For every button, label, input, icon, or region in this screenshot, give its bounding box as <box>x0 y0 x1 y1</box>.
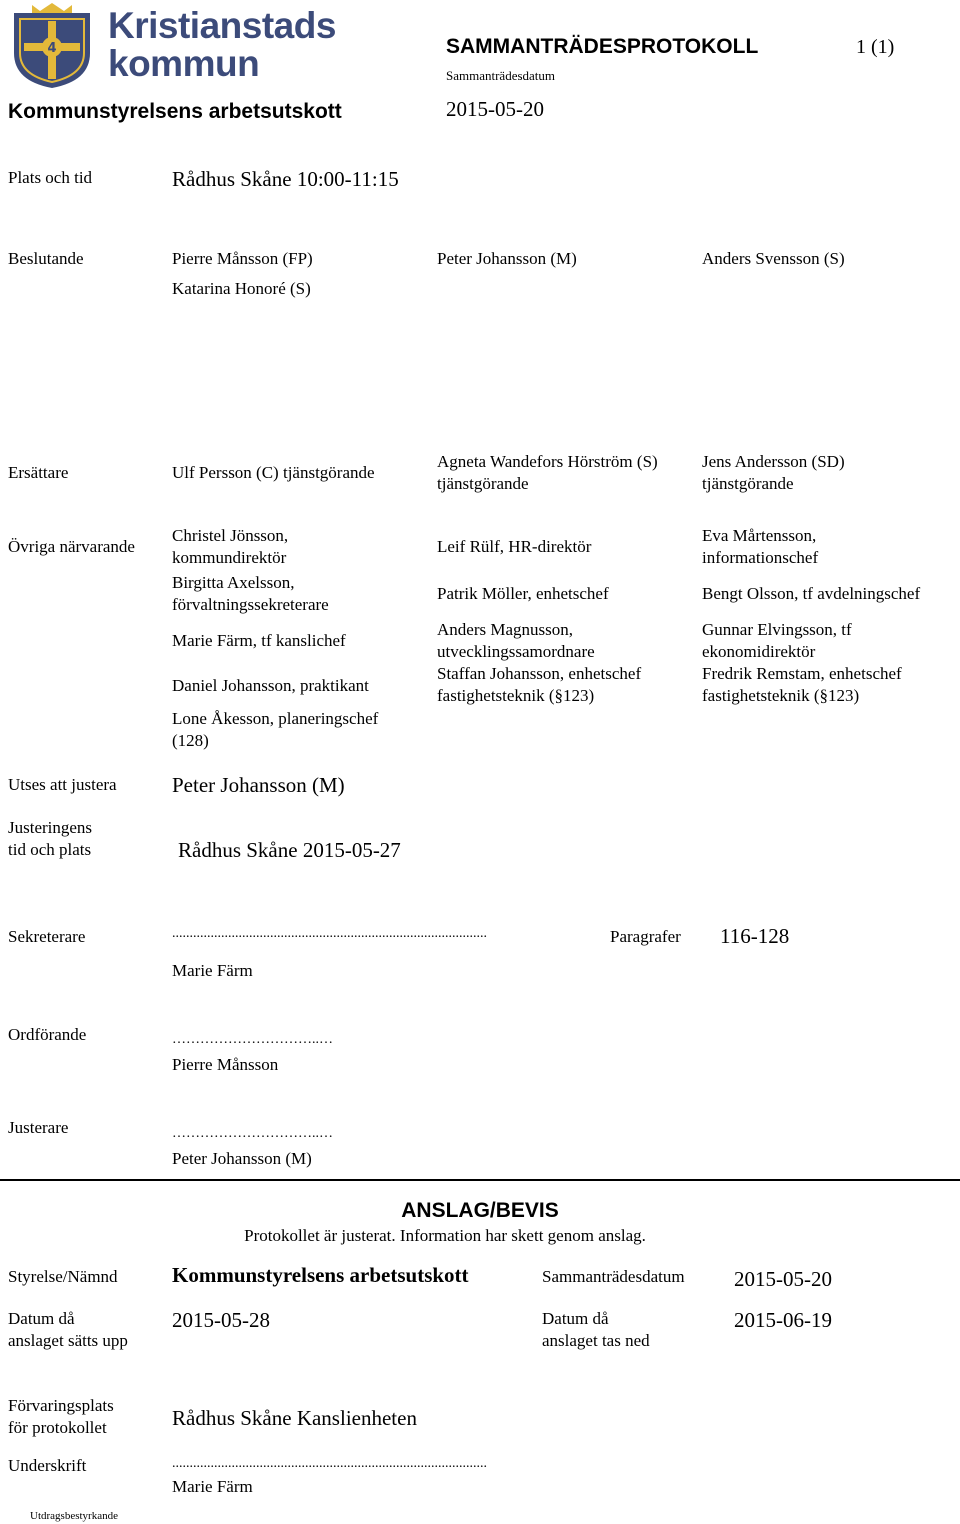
chair-signature-line: …………………………..… <box>172 1032 333 1047</box>
secretary-label: Sekreterare <box>8 927 86 946</box>
others-label: Övriga närvarande <box>8 537 135 556</box>
notice-subtitle: Protokollet är justerat. Information har skett genom anslag. <box>244 1226 646 1245</box>
chair-label: Ordförande <box>8 1025 87 1044</box>
meeting-date-label: Sammanträdesdatum <box>446 68 556 83</box>
notice-title: ANSLAG/BEVIS <box>401 1199 559 1222</box>
excerpt-label: Utdragsbestyrkande <box>30 1510 118 1522</box>
page-number: 1 (1) <box>856 36 895 58</box>
document-type: SAMMANTRÄDESPROTOKOLL <box>446 35 759 58</box>
adjuster-name: Peter Johansson (M) <box>172 1149 312 1168</box>
other-attendee: Patrik Möller, enhetschef <box>437 584 609 603</box>
storage-label: för protokollet <box>8 1418 107 1437</box>
decision-maker: Pierre Månsson (FP) <box>172 249 313 268</box>
meeting-date: 2015-05-20 <box>446 97 544 121</box>
adjuster-value: Peter Johansson (M) <box>172 773 345 797</box>
adjust-time-label: tid och plats <box>8 840 92 859</box>
substitute: Ulf Persson (C) tjänstgörande <box>172 463 375 482</box>
coat-of-arms-logo <box>10 3 94 89</box>
adjuster-signature-line: …………………………..… <box>172 1126 333 1141</box>
storage-value: Rådhus Skåne Kanslienheten <box>172 1406 417 1430</box>
other-attendee: Anders Magnusson, utvecklingssamordnare <box>437 620 595 661</box>
notice-meeting-date: 2015-05-20 <box>734 1267 832 1291</box>
other-attendee: Eva Mårtensson, informationschef <box>702 526 819 567</box>
adjuster-label: Utses att justera <box>8 775 117 794</box>
posted-date: 2015-05-28 <box>172 1308 270 1332</box>
decision-maker: Katarina Honoré (S) <box>172 279 311 298</box>
substitutes-label: Ersättare <box>8 463 69 482</box>
signature-line: .......................................................................................... <box>172 1456 487 1471</box>
substitute: Jens Andersson (SD) tjänstgörande <box>702 452 845 493</box>
substitute: Agneta Wandefors Hörström (S) tjänstgörande <box>437 452 658 493</box>
signature-label: Underskrift <box>8 1456 87 1475</box>
notice-meeting-date-label: Sammanträdesdatum <box>542 1267 685 1286</box>
decision-label: Beslutande <box>8 249 84 268</box>
board-label: Styrelse/Nämnd <box>8 1267 118 1286</box>
posted-label: anslaget sätts upp <box>8 1331 128 1350</box>
paragraphs-value: 116-128 <box>720 924 790 948</box>
divider-line <box>0 1179 960 1181</box>
other-attendee: Lone Åkesson, planeringschef (128) <box>172 709 379 750</box>
other-attendee: Leif Rülf, HR-direktör <box>437 537 592 556</box>
decision-maker: Peter Johansson (M) <box>437 249 577 268</box>
adjust-time-label: Justeringens <box>8 818 93 837</box>
paragraphs-label: Paragrafer <box>610 927 681 946</box>
posted-label: Datum då <box>8 1309 75 1328</box>
other-attendee: Staffan Johansson, enhetschef fastighetsteknik (§123) <box>437 664 642 705</box>
signature-name: Marie Färm <box>172 1477 253 1496</box>
committee-name: Kommunstyrelsens arbetsutskott <box>8 100 342 123</box>
secretary-signature-line: .......................................................................................... <box>172 926 487 941</box>
other-attendee: Christel Jönsson, kommundirektör <box>172 526 289 567</box>
other-attendee: Fredrik Remstam, enhetschef fastighetsteknik (§123) <box>702 664 902 705</box>
place-value: Rådhus Skåne 10:00-11:15 <box>172 167 399 191</box>
other-attendee: Marie Färm, tf kanslichef <box>172 631 346 650</box>
other-attendee: Bengt Olsson, tf avdelningschef <box>702 584 921 603</box>
removed-label: Datum då <box>542 1309 609 1328</box>
adjuster-sign-label: Justerare <box>8 1118 69 1137</box>
storage-label: Förvaringsplats <box>8 1396 114 1415</box>
decision-maker: Anders Svensson (S) <box>702 249 845 268</box>
chair-name: Pierre Månsson <box>172 1055 279 1074</box>
other-attendee: Daniel Johansson, praktikant <box>172 676 369 695</box>
svg-text:4: 4 <box>47 41 57 56</box>
place-label: Plats och tid <box>8 168 93 187</box>
removed-label: anslaget tas ned <box>542 1331 650 1350</box>
other-attendee: Birgitta Axelsson, förvaltningssekreterare <box>172 573 329 614</box>
removed-date: 2015-06-19 <box>734 1308 832 1332</box>
adjust-time-value: Rådhus Skåne 2015-05-27 <box>178 838 401 862</box>
other-attendee: Gunnar Elvingsson, tf ekonomidirektör <box>702 620 852 661</box>
secretary-name: Marie Färm <box>172 961 253 980</box>
board-value: Kommunstyrelsens arbetsutskott <box>172 1263 469 1287</box>
logo-text-line2: kommun <box>108 43 260 84</box>
logo-text-line1: Kristianstads <box>108 5 336 46</box>
